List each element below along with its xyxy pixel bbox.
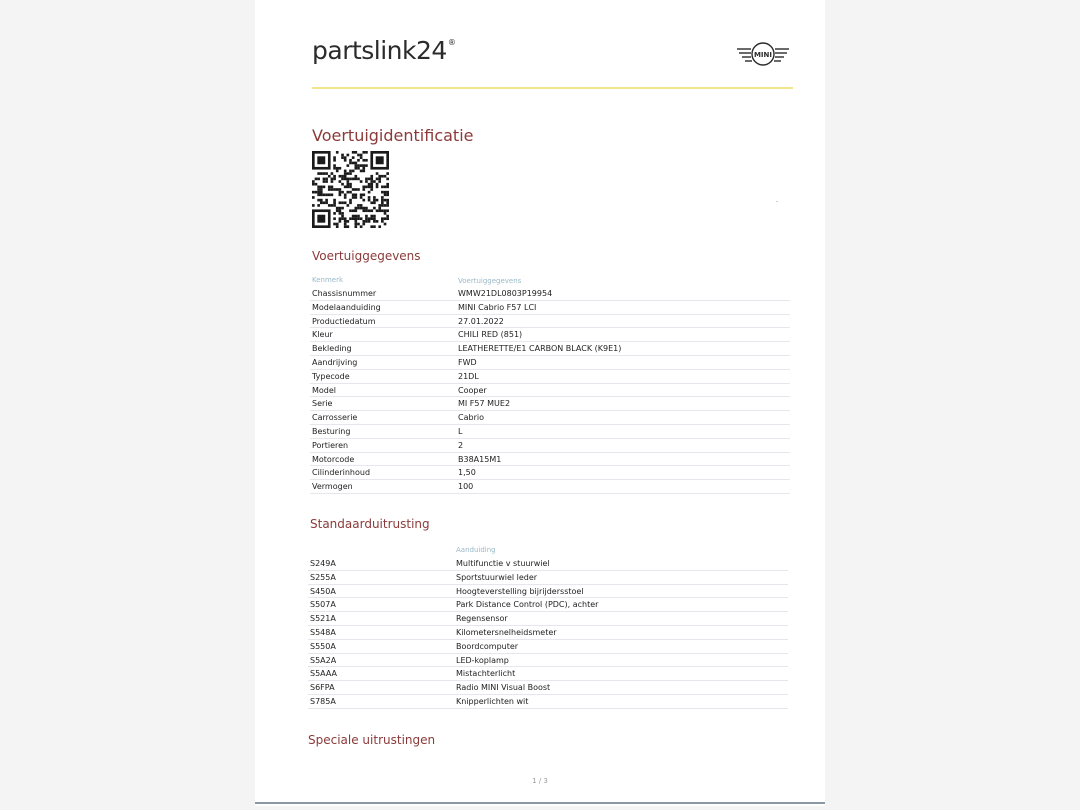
table-row (310, 480, 790, 494)
row-value: Hoogteverstelling bijrijdersstoel (456, 586, 584, 596)
table-row (310, 397, 790, 411)
table-row (308, 681, 788, 695)
table-row (310, 287, 790, 301)
row-key: S548A (310, 627, 336, 637)
row-key: Portieren (312, 440, 349, 450)
row-value: Sportstuurwiel leder (456, 572, 538, 582)
row-value: 21DL (458, 371, 479, 381)
mini-wings-logo-icon (735, 40, 791, 68)
table-row (310, 439, 790, 453)
row-key: S6FPA (310, 683, 335, 693)
row-key: Modelaanduiding (312, 302, 381, 312)
row-key: Typecode (312, 371, 350, 381)
page-number: 1 / 3 (532, 777, 548, 785)
row-key: Bekleding (312, 344, 352, 354)
row-key: Kleur (312, 330, 333, 340)
document-page (255, 0, 825, 806)
row-key: S450A (310, 586, 336, 596)
row-value: LED-koplamp (456, 655, 509, 665)
row-key: Cilinderinhoud (312, 468, 371, 478)
table-row (310, 370, 790, 384)
row-key: Serie (312, 399, 333, 409)
row-key: S255A (310, 572, 336, 582)
table-row (310, 384, 790, 398)
special-equipment-heading: Speciale uitrustingen (308, 733, 436, 747)
table-row (310, 466, 790, 480)
header-divider (312, 87, 793, 89)
table-row (308, 667, 788, 681)
table-row (310, 356, 790, 370)
row-value: Mistachterlicht (456, 669, 516, 679)
table-row (308, 654, 788, 668)
row-key: Productiedatum (312, 316, 376, 326)
standard-equipment-table (308, 557, 788, 709)
row-value: Boordcomputer (456, 641, 519, 651)
row-key: S507A (310, 600, 336, 610)
table-row (310, 453, 790, 467)
row-key: Model (312, 385, 337, 395)
row-value: Park Distance Control (PDC), achter (456, 600, 599, 610)
row-key: S5A2A (310, 655, 337, 665)
row-key: Vermogen (312, 482, 353, 492)
vehicle-col-value-header: Voertuiggegevens (458, 277, 522, 285)
table-row (308, 640, 788, 654)
row-value: Multifunctie v stuurwiel (456, 559, 550, 568)
equipment-col-value-header: Aanduiding (456, 546, 496, 554)
row-key: Carrosserie (312, 413, 358, 423)
row-value: L (458, 426, 463, 436)
row-value: WMW21DL0803P19954 (458, 289, 553, 298)
row-key: S249A (310, 559, 336, 568)
row-key: Besturing (312, 426, 351, 436)
table-row (310, 315, 790, 329)
table-row (310, 342, 790, 356)
table-row (308, 695, 788, 709)
table-row (308, 585, 788, 599)
row-key: Aandrijving (312, 357, 358, 367)
row-key: Motorcode (312, 454, 355, 464)
vehicle-qr-code (312, 151, 389, 228)
page-bottom-edge (255, 802, 825, 804)
row-value: 27.01.2022 (458, 316, 504, 326)
vehicle-col-key-header: Kenmerk (312, 276, 344, 284)
table-row (310, 425, 790, 439)
table-row (308, 598, 788, 612)
row-value: Regensensor (456, 614, 508, 624)
table-row (308, 571, 788, 585)
row-value: 2 (458, 440, 464, 450)
table-row (310, 411, 790, 425)
table-row (310, 328, 790, 342)
row-key: S785A (310, 696, 336, 706)
row-key: S5AAA (310, 669, 338, 679)
vehicle-data-heading: Voertuiggegevens (312, 249, 421, 263)
svg-text:MINI: MINI (753, 51, 773, 59)
row-key: Chassisnummer (312, 289, 377, 298)
scan-dot (776, 201, 778, 202)
table-row (310, 301, 790, 315)
row-value: Cooper (458, 385, 487, 395)
row-value: Radio MINI Visual Boost (456, 683, 551, 693)
row-value: 1,50 (458, 468, 476, 478)
row-value: MINI Cabrio F57 LCI (458, 302, 537, 312)
row-value: Cabrio (458, 413, 484, 423)
row-key: S550A (310, 641, 336, 651)
row-value: LEATHERETTE/E1 CARBON BLACK (K9E1) (458, 344, 622, 354)
vehicle-data-table (310, 287, 790, 494)
table-row (308, 557, 788, 571)
row-value: CHILI RED (851) (458, 330, 523, 340)
partslink24-logo: partslink24® (312, 36, 456, 65)
row-value: MI F57 MUE2 (458, 399, 511, 409)
row-value: Kilometersnelheidsmeter (456, 627, 557, 637)
table-row (308, 612, 788, 626)
row-key: S521A (310, 614, 336, 624)
row-value: 100 (458, 482, 474, 492)
page-title: Voertuigidentificatie (312, 126, 474, 145)
table-row (308, 626, 788, 640)
standard-equipment-heading: Standaarduitrusting (310, 517, 430, 531)
row-value: B38A15M1 (458, 454, 502, 464)
row-value: FWD (458, 357, 477, 367)
row-value: Knipperlichten wit (456, 696, 529, 706)
